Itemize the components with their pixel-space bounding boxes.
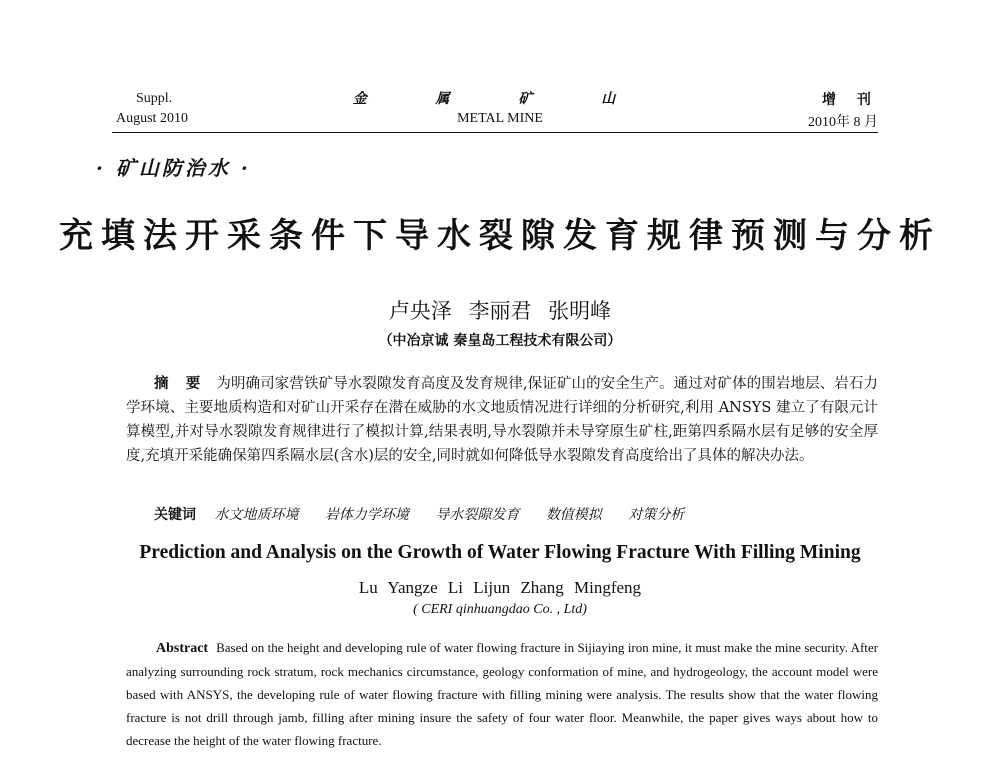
abstract-en bbox=[126, 636, 878, 752]
authors-cn: 卢央泽 李丽君 张明峰 bbox=[388, 299, 612, 323]
header-suppl-cn: 增 刊 bbox=[822, 92, 879, 108]
affiliation-en: ( CERI qinhuangdao Co. , Ltd) bbox=[413, 602, 587, 617]
keywords-cn-label: 关键词 bbox=[154, 507, 196, 523]
section-label: · 矿山防治水 · bbox=[96, 156, 251, 180]
abstract-cn-text: 为明确司家营铁矿导水裂隙发育高度及发育规律,保证矿山的安全生产。通过对矿体的围岩地层、岩石力学环境、主要地质构造和对矿山开采存在潜在威胁的水文地质情况进行详细的分析研究,利用 ANSYS 建立了有限元计算模型,并对导水裂隙发育规律进行了模拟计算,结果表明,导水裂隙并未导穿原生矿柱,距第四系隔水层有足够的安全厚度,充填开采能确保第四系隔水层(含水)层的安全,同时就如何降低导水裂隙发育高度给出了具体的解决办法。 bbox=[126, 376, 878, 464]
abstract-cn bbox=[126, 372, 878, 468]
keyword: 岩体力学环境 bbox=[324, 507, 409, 523]
header-journal-cn: 金 属 矿 山 bbox=[352, 91, 648, 107]
keyword: 对策分析 bbox=[628, 507, 685, 523]
header-journal-en: METAL MINE bbox=[457, 111, 543, 126]
header-suppl: Suppl. bbox=[136, 91, 173, 106]
keyword: 水文地质环境 bbox=[214, 507, 299, 523]
paper-title-cn: 充填法开采条件下导水裂隙发育规律预测与分析 bbox=[59, 216, 941, 256]
abstract-en-text: Based on the height and developing rule of water flowing fracture in Sijiaying iron mine, it must make the mine security. After analyzing surrounding rock stratum, rock mechanics circumstance, geology conformation of mine, and hydrogeology, the account model were based with ANSYS, the developing rule of water flowing fracture with filling mining were analysis. The results show that the water flowing fracture is not drill through jamb, filling after mining insure the safety of four water floor. Meanwhile, the paper gives ways about how to decrease the height of the water flowing fracture. bbox=[126, 640, 878, 748]
keywords-cn bbox=[154, 504, 706, 524]
affiliation-cn: （中冶京诚 秦皇岛工程技术有限公司） bbox=[378, 333, 622, 349]
keyword: 数值模拟 bbox=[545, 507, 602, 523]
header-rule bbox=[112, 132, 878, 133]
abstract-en-label: Abstract bbox=[156, 641, 209, 656]
paper-title-en: Prediction and Analysis on the Growth of Water Flowing Fracture With Filling Mining bbox=[139, 542, 861, 563]
header-date-cn: 2010年 8 月 bbox=[808, 115, 878, 130]
authors-en: Lu Yangze Li Lijun Zhang Mingfeng bbox=[358, 578, 642, 597]
keyword: 导水裂隙发育 bbox=[435, 507, 520, 523]
header-date-en: August 2010 bbox=[116, 111, 188, 126]
abstract-cn-label: 摘 要 bbox=[154, 375, 207, 392]
